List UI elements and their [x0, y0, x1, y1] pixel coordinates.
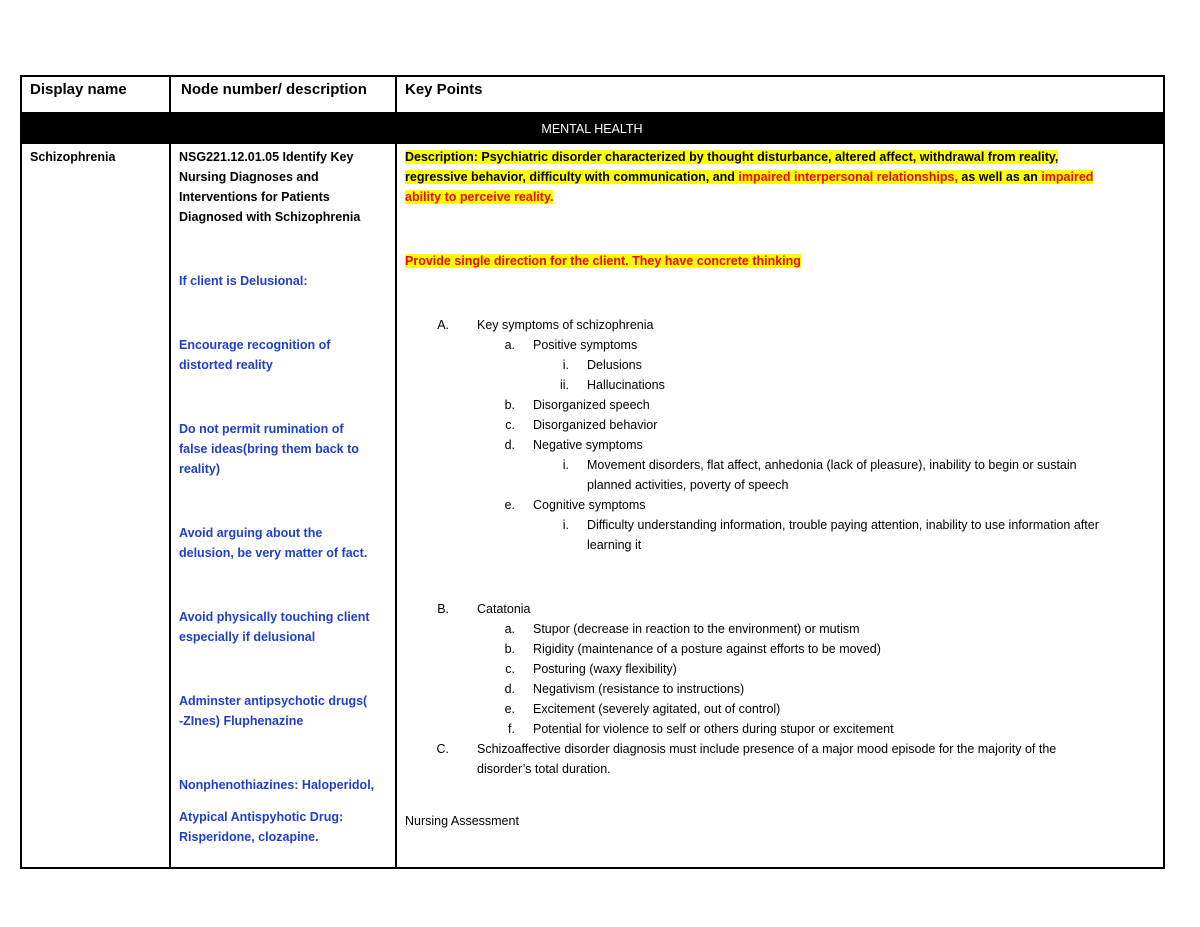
- node-line: NSG221.12.01.05 Identify Key: [179, 150, 354, 164]
- outline-marker: d.: [504, 438, 515, 452]
- intervention-line: Avoid physically touching client: [179, 610, 370, 624]
- outline-marker: i.: [562, 518, 569, 532]
- outline-marker: a.: [504, 622, 515, 636]
- intervention-line: reality): [179, 462, 220, 476]
- header-display-name: Display name: [30, 81, 127, 98]
- intervention-item: [179, 419, 389, 479]
- outline-text: Disorganized speech: [533, 398, 650, 412]
- direction-note: Provide single direction for the client. They have concrete thinking: [405, 254, 801, 268]
- outline-text: Potential for violence to self or others during stupor or excitement: [533, 722, 894, 736]
- outline-marker: i.: [562, 358, 569, 372]
- intervention-line: Do not permit rumination of: [179, 422, 344, 436]
- intervention-line: Encourage recognition of: [179, 338, 331, 352]
- intervention-line: If client is Delusional:: [179, 274, 308, 288]
- intervention-item: [179, 691, 389, 731]
- intervention-line: distorted reality: [179, 358, 273, 372]
- description-text: as well as an: [957, 170, 1042, 184]
- outline-text: disorder’s total duration.: [477, 762, 611, 776]
- outline-text: Negativism (resistance to instructions): [533, 682, 745, 696]
- node-line: Interventions for Patients: [179, 190, 330, 204]
- description-line: ability to perceive reality.: [405, 190, 554, 204]
- outline-marker: a.: [504, 338, 515, 352]
- outline-marker: i.: [562, 458, 569, 472]
- outline-marker: B.: [437, 602, 449, 616]
- outline-text: Disorganized behavior: [533, 418, 658, 432]
- intervention-line: Nonphenothiazines: Haloperidol,: [179, 778, 375, 792]
- outline-text: Negative symptoms: [533, 438, 643, 452]
- intervention-line: Avoid arguing about the: [179, 526, 323, 540]
- nursing-assessment: Nursing Assessment: [405, 814, 519, 828]
- section-band-label: MENTAL HEALTH: [541, 122, 643, 136]
- outline-text: Delusions: [587, 358, 642, 372]
- outline-text: Schizoaffective disorder diagnosis must include presence of a major mood episode for the majority of the: [477, 742, 1057, 756]
- intervention-line: false ideas(bring them back to: [179, 442, 359, 456]
- outline-text: Cognitive symptoms: [533, 498, 646, 512]
- description-text: regressive behavior, difficulty with communication, and: [405, 170, 739, 184]
- intervention-line: delusion, be very matter of fact.: [179, 546, 368, 560]
- outline-marker: c.: [505, 418, 515, 432]
- outline-marker: f.: [508, 722, 515, 736]
- outline-text: learning it: [587, 538, 642, 552]
- description-highlight-red: impaired: [1041, 170, 1094, 184]
- outline-marker: ii.: [559, 378, 569, 392]
- outline-text: Catatonia: [477, 602, 531, 616]
- intervention-item: [179, 523, 389, 563]
- outline-text: Hallucinations: [587, 378, 665, 392]
- column-divider: [169, 77, 171, 867]
- outline-marker: e.: [504, 702, 515, 716]
- outline-marker: d.: [504, 682, 515, 696]
- outline-marker: A.: [437, 318, 449, 332]
- node-line: Diagnosed with Schizophrenia: [179, 210, 361, 224]
- intervention-item: [179, 271, 389, 291]
- header-key-points: Key Points: [405, 81, 483, 98]
- node-line: Nursing Diagnoses and: [179, 170, 319, 184]
- outline-text: Posturing (waxy flexibility): [533, 662, 677, 676]
- outline-marker: C.: [436, 742, 449, 756]
- outline-text: planned activities, poverty of speech: [587, 478, 789, 492]
- intervention-line: Atypical Antispyhotic Drug:: [179, 810, 344, 824]
- section-band: [22, 114, 1163, 144]
- node-description: [179, 147, 389, 227]
- outline-text: Rigidity (maintenance of a posture against efforts to be moved): [533, 642, 881, 656]
- outline-text: Difficulty understanding information, trouble paying attention, inability to use information after: [587, 518, 1099, 532]
- display-name-value: Schizophrenia: [30, 150, 116, 164]
- outline-marker: e.: [504, 498, 515, 512]
- intervention-item: [179, 607, 389, 647]
- outline-marker: b.: [504, 398, 515, 412]
- intervention-line: Adminster antipsychotic drugs(: [179, 694, 368, 708]
- outline-marker: b.: [504, 642, 515, 656]
- header-node: Node number/ description: [181, 81, 367, 98]
- intervention-item: [179, 807, 389, 847]
- outline-marker: c.: [505, 662, 515, 676]
- intervention-line: especially if delusional: [179, 630, 316, 644]
- outline-text: Key symptoms of schizophrenia: [477, 318, 654, 332]
- intervention-line: -ZInes) Fluphenazine: [179, 714, 304, 728]
- description-block: [405, 147, 1093, 207]
- outline-text: Positive symptoms: [533, 338, 638, 352]
- description-highlight-red: impaired interpersonal relationships,: [738, 170, 958, 184]
- outline-text: Stupor (decrease in reaction to the environment) or mutism: [533, 622, 860, 636]
- outline-text: Movement disorders, flat affect, anhedonia (lack of pleasure), inability to begin or sustain: [587, 458, 1077, 472]
- content-table: [20, 75, 1165, 869]
- outline-text: Excitement (severely agitated, out of control): [533, 702, 781, 716]
- description-line: Description: Psychiatric disorder characterized by thought disturbance, altered affect, withdrawal from reality,: [405, 150, 1059, 164]
- intervention-item: [179, 335, 389, 375]
- intervention-line: Risperidone, clozapine.: [179, 830, 319, 844]
- intervention-item: [179, 775, 389, 795]
- column-divider: [395, 77, 397, 867]
